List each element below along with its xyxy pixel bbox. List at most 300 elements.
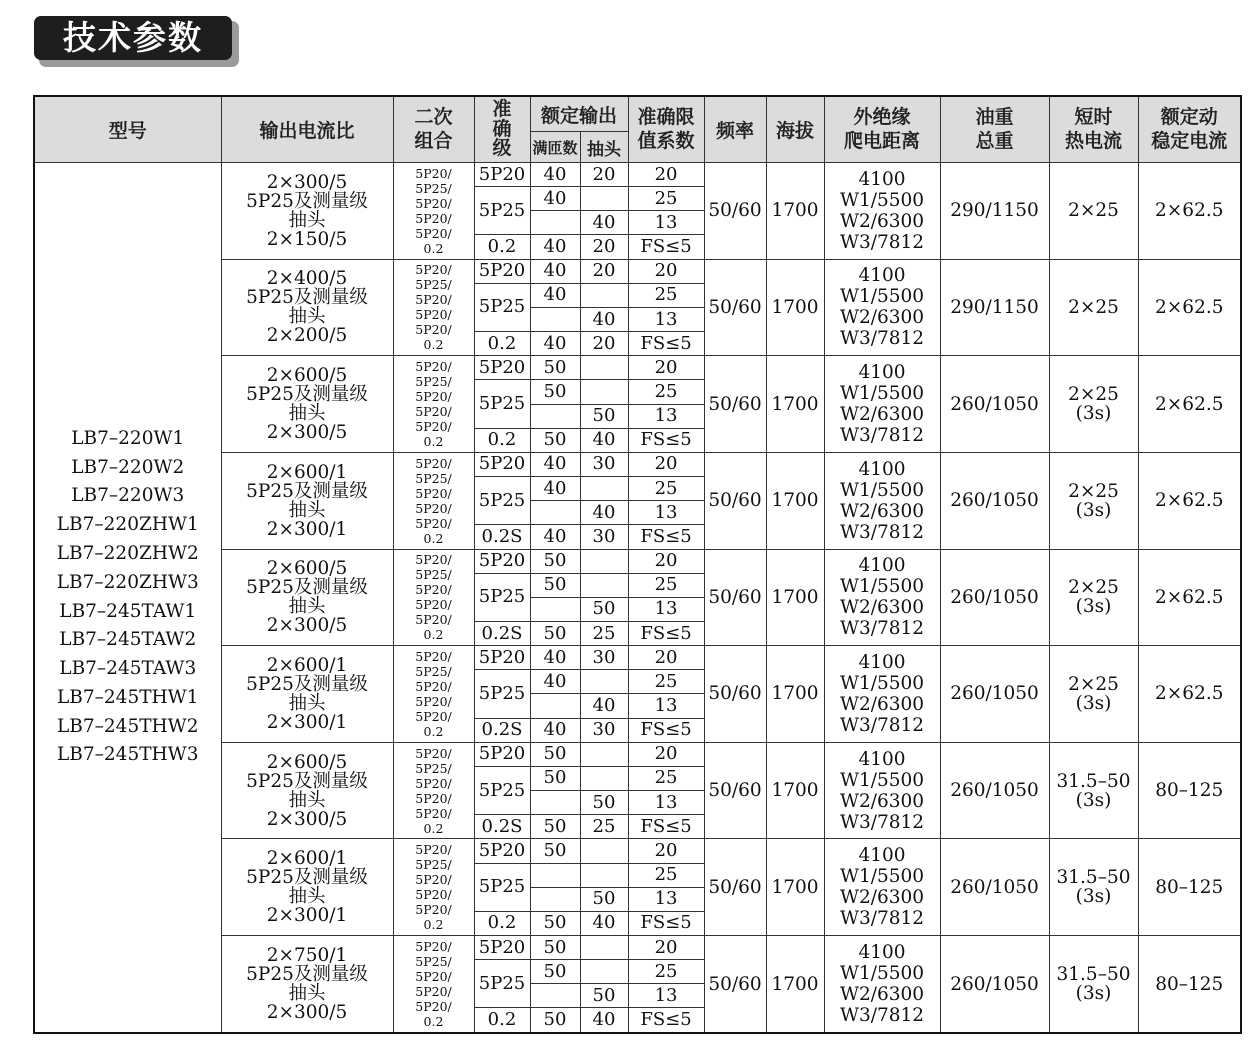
altitude-cell: 1700 — [766, 356, 824, 453]
full-turns-cell: 50 — [530, 549, 580, 573]
alf-cell: FS≤5 — [628, 525, 704, 549]
accuracy-cell: 5P20 — [474, 936, 530, 960]
ratio-line: 抽头 — [288, 886, 326, 908]
weight-cell: 290/1150 — [940, 163, 1049, 260]
weight-cell: 260/1050 — [940, 839, 1049, 936]
ratio-line: 2×300/1 — [266, 518, 348, 540]
altitude-cell: 1700 — [766, 936, 824, 1034]
combo-line: 5P20/ — [415, 455, 452, 471]
combo-line: 5P20/ — [415, 678, 452, 694]
ratio-line: 5P25及测量级 — [246, 577, 368, 599]
model-name: LB7–245TAW3 — [59, 658, 197, 680]
combo-line: 5P20/ — [415, 984, 452, 999]
combo-line: 5P20/ — [415, 969, 452, 984]
model-name: LB7–245THW3 — [57, 744, 199, 766]
header-tap: 抽头 — [580, 132, 628, 163]
ratio-cell — [221, 839, 393, 936]
combo-line: 5P20/ — [415, 887, 452, 903]
alf-cell: 13 — [628, 597, 704, 621]
tap-cell: 25 — [580, 621, 628, 645]
tap-cell: 40 — [580, 211, 628, 235]
alf-cell: 25 — [628, 960, 704, 984]
accuracy-cell: 0.2 — [474, 332, 530, 356]
creepage-line: W3/7812 — [839, 231, 925, 253]
accuracy-cell: 0.2 — [474, 235, 530, 259]
frequency-cell: 50/60 — [704, 549, 766, 646]
full-turns-cell: 40 — [530, 718, 580, 742]
tap-cell: 40 — [580, 307, 628, 331]
section-title-badge — [34, 16, 236, 64]
frequency-cell: 50/60 — [704, 259, 766, 356]
combo-line: 0.2 — [423, 820, 444, 836]
weight-cell: 260/1050 — [940, 646, 1049, 743]
full-turns-cell — [530, 307, 580, 331]
creepage-line: W3/7812 — [839, 328, 925, 350]
spec-table — [33, 95, 1242, 1034]
creepage-line: W2/6300 — [839, 500, 925, 522]
header-accuracy — [474, 96, 530, 163]
full-turns-cell — [530, 863, 580, 887]
altitude-cell: 1700 — [766, 839, 824, 936]
alf-cell: 20 — [628, 452, 704, 476]
short-time-line: 31.5–50 — [1056, 867, 1131, 889]
model-name: LB7–245TAW1 — [59, 600, 197, 622]
model-name: LB7–220ZHW2 — [56, 542, 199, 564]
alf-cell: 20 — [628, 356, 704, 380]
creepage-line: W1/5500 — [839, 286, 925, 308]
creepage-line: W1/5500 — [839, 479, 925, 501]
combo-line: 5P20/ — [415, 902, 452, 918]
ratio-line: 2×600/1 — [266, 848, 348, 870]
weight-cell: 260/1050 — [940, 452, 1049, 549]
tap-cell — [580, 960, 628, 984]
model-name: LB7–220ZHW1 — [56, 514, 199, 536]
header-combo — [393, 96, 474, 163]
full-turns-cell: 40 — [530, 332, 580, 356]
short-time-line: (3s) — [1075, 499, 1112, 521]
ratio-line: 2×600/5 — [266, 558, 348, 580]
combo-line: 5P20/ — [415, 419, 452, 435]
ratio-cell — [221, 163, 393, 260]
full-turns-cell: 50 — [530, 839, 580, 863]
combo-line: 0.2 — [423, 1014, 444, 1029]
alf-cell: 25 — [628, 477, 704, 501]
accuracy-cell: 5P20 — [474, 163, 530, 187]
combo-cell — [393, 163, 474, 260]
full-turns-cell: 40 — [530, 452, 580, 476]
combo-line: 5P20/ — [415, 939, 452, 954]
creepage-line: W1/5500 — [839, 383, 925, 405]
combo-line: 5P20/ — [415, 790, 452, 806]
alf-cell: 20 — [628, 646, 704, 670]
tap-cell — [580, 187, 628, 211]
combo-line: 5P25/ — [415, 760, 452, 776]
creepage-line: W3/7812 — [839, 618, 925, 640]
creepage-line: W3/7812 — [839, 714, 925, 736]
ratio-cell — [221, 356, 393, 453]
tap-cell — [580, 573, 628, 597]
full-turns-cell: 50 — [530, 815, 580, 839]
combo-line: 0.2 — [423, 434, 444, 450]
creepage-line: W3/7812 — [839, 908, 925, 930]
short-time-cell — [1049, 549, 1138, 646]
accuracy-cell: 5P25 — [474, 573, 530, 621]
tap-cell: 20 — [580, 235, 628, 259]
alf-cell: 20 — [628, 839, 704, 863]
combo-line: 5P25/ — [415, 954, 452, 969]
ratio-cell — [221, 259, 393, 356]
model-name: LB7–245THW1 — [57, 686, 199, 708]
creepage-line: 4100 — [858, 555, 906, 577]
ratio-line: 2×300/5 — [266, 1002, 348, 1023]
header-alf-line: 值系数 — [637, 129, 695, 152]
combo-line: 5P20/ — [415, 693, 452, 709]
combo-line: 5P25/ — [415, 277, 452, 293]
frequency-cell: 50/60 — [704, 839, 766, 936]
creepage-line: 4100 — [858, 748, 906, 770]
creepage-line: W2/6300 — [839, 693, 925, 715]
short-time-line: 2×25 — [1068, 200, 1119, 222]
tap-cell: 50 — [580, 984, 628, 1008]
creepage-line: W1/5500 — [839, 189, 925, 211]
alf-cell: 25 — [628, 863, 704, 887]
tap-cell: 50 — [580, 887, 628, 911]
tap-cell: 20 — [580, 163, 628, 187]
creepage-line: 4100 — [858, 168, 906, 190]
short-time-cell — [1049, 646, 1138, 743]
tap-cell: 50 — [580, 404, 628, 428]
combo-line: 5P20/ — [415, 515, 452, 531]
combo-line: 5P25/ — [415, 663, 452, 679]
tap-cell — [580, 283, 628, 307]
ratio-line: 2×300/1 — [266, 711, 348, 733]
creepage-cell — [824, 356, 940, 453]
alf-cell: 13 — [628, 307, 704, 331]
tap-cell: 30 — [580, 718, 628, 742]
header-frequency: 频率 — [704, 96, 766, 163]
header-creepage — [824, 96, 940, 163]
header-oil-weight — [940, 96, 1049, 163]
accuracy-cell: 0.2S — [474, 718, 530, 742]
creepage-line: W2/6300 — [839, 307, 925, 329]
section-title: 技术参数 — [34, 16, 232, 60]
full-turns-cell: 50 — [530, 356, 580, 380]
tap-cell: 40 — [580, 501, 628, 525]
header-ratio: 输出电流比 — [221, 96, 393, 163]
alf-cell: 13 — [628, 211, 704, 235]
creepage-line: W2/6300 — [839, 597, 925, 619]
tap-cell — [580, 936, 628, 960]
short-time-line: (3s) — [1075, 886, 1112, 908]
combo-line: 5P20/ — [415, 322, 452, 338]
ratio-line: 抽头 — [288, 403, 326, 425]
short-time-line: 2×25 — [1068, 673, 1119, 695]
short-time-cell — [1049, 839, 1138, 936]
ratio-line: 5P25及测量级 — [246, 480, 368, 502]
full-turns-cell: 40 — [530, 477, 580, 501]
tap-cell — [580, 477, 628, 501]
full-turns-cell: 50 — [530, 1008, 580, 1033]
creepage-cell — [824, 259, 940, 356]
tap-cell: 50 — [580, 791, 628, 815]
header-combo-line: 二次 — [414, 105, 453, 128]
ratio-line: 2×150/5 — [266, 228, 348, 250]
accuracy-cell: 5P20 — [474, 259, 530, 283]
combo-cell — [393, 259, 474, 356]
model-name: LB7–220W2 — [71, 456, 185, 478]
table-body — [34, 163, 1241, 1034]
ratio-line: 2×300/1 — [266, 905, 348, 927]
creepage-cell — [824, 452, 940, 549]
weight-cell: 290/1150 — [940, 259, 1049, 356]
alf-cell: 20 — [628, 742, 704, 766]
tap-cell: 50 — [580, 597, 628, 621]
tap-cell — [580, 839, 628, 863]
ratio-line: 2×600/5 — [266, 365, 348, 387]
ratio-line: 2×300/5 — [266, 808, 348, 830]
model-name: LB7–245TAW2 — [59, 629, 197, 651]
combo-cell — [393, 936, 474, 1034]
creepage-cell — [824, 549, 940, 646]
dynamic-cell: 2×62.5 — [1138, 646, 1241, 743]
short-time-cell — [1049, 356, 1138, 453]
model-name: LB7–245THW2 — [57, 715, 199, 737]
full-turns-cell — [530, 887, 580, 911]
combo-line: 5P20/ — [415, 745, 452, 761]
full-turns-cell — [530, 791, 580, 815]
creepage-line: W1/5500 — [839, 576, 925, 598]
combo-line: 5P20/ — [415, 872, 452, 888]
creepage-line: W3/7812 — [839, 425, 925, 447]
creepage-line: 4100 — [858, 845, 906, 867]
ratio-line: 2×750/1 — [266, 945, 348, 966]
accuracy-cell: 5P25 — [474, 187, 530, 235]
short-time-line: (3s) — [1075, 983, 1112, 1004]
ratio-cell — [221, 646, 393, 743]
full-turns-cell — [530, 501, 580, 525]
tap-cell: 25 — [580, 815, 628, 839]
short-time-line: 2×25 — [1068, 384, 1119, 406]
short-time-line: 2×25 — [1068, 296, 1119, 318]
alf-cell: 25 — [628, 380, 704, 404]
creepage-line: 4100 — [858, 362, 906, 384]
header-model: 型号 — [34, 96, 221, 163]
combo-line: 5P20/ — [415, 485, 452, 501]
combo-line: 5P25/ — [415, 470, 452, 486]
combo-line: 5P20/ — [415, 225, 452, 241]
combo-line: 5P20/ — [415, 404, 452, 420]
alf-cell: FS≤5 — [628, 718, 704, 742]
combo-line: 5P20/ — [415, 805, 452, 821]
ratio-line: 抽头 — [288, 209, 326, 231]
full-turns-cell: 40 — [530, 235, 580, 259]
short-time-line: 2×25 — [1068, 577, 1119, 599]
model-name: LB7–220W3 — [71, 485, 185, 507]
full-turns-cell — [530, 211, 580, 235]
full-turns-cell: 50 — [530, 960, 580, 984]
combo-line: 5P20/ — [415, 292, 452, 308]
creepage-line: W1/5500 — [839, 769, 925, 791]
frequency-cell: 50/60 — [704, 646, 766, 743]
creepage-line: 4100 — [858, 942, 906, 963]
short-time-line: (3s) — [1075, 403, 1112, 425]
combo-line: 5P20/ — [415, 307, 452, 323]
accuracy-cell: 5P25 — [474, 380, 530, 428]
full-turns-cell — [530, 597, 580, 621]
frequency-cell: 50/60 — [704, 163, 766, 260]
combo-cell — [393, 452, 474, 549]
tap-cell — [580, 766, 628, 790]
weight-cell: 260/1050 — [940, 549, 1049, 646]
creepage-line: W2/6300 — [839, 887, 925, 909]
ratio-line: 5P25及测量级 — [246, 770, 368, 792]
accuracy-cell: 0.2S — [474, 621, 530, 645]
combo-line: 5P25/ — [415, 857, 452, 873]
combo-cell — [393, 839, 474, 936]
accuracy-cell: 5P25 — [474, 670, 530, 718]
tap-cell — [580, 863, 628, 887]
ratio-line: 抽头 — [288, 789, 326, 811]
creepage-line: W2/6300 — [839, 790, 925, 812]
header-accuracy-line: 确 — [492, 117, 512, 140]
combo-line: 0.2 — [423, 337, 444, 353]
accuracy-cell: 0.2S — [474, 815, 530, 839]
accuracy-cell: 5P25 — [474, 960, 530, 1008]
ratio-line: 5P25及测量级 — [246, 673, 368, 695]
ratio-line: 2×300/5 — [266, 171, 348, 193]
combo-line: 0.2 — [423, 530, 444, 546]
altitude-cell: 1700 — [766, 452, 824, 549]
dynamic-cell: 2×62.5 — [1138, 163, 1241, 260]
full-turns-cell: 50 — [530, 766, 580, 790]
model-name: LB7–220W1 — [71, 427, 185, 449]
short-time-line: (3s) — [1075, 596, 1112, 618]
short-time-line: 2×25 — [1068, 480, 1119, 502]
combo-cell — [393, 742, 474, 839]
creepage-cell — [824, 163, 940, 260]
alf-cell: FS≤5 — [628, 911, 704, 935]
accuracy-cell: 5P25 — [474, 477, 530, 525]
weight-cell: 260/1050 — [940, 742, 1049, 839]
combo-line: 5P20/ — [415, 195, 452, 211]
alf-cell: 13 — [628, 791, 704, 815]
ratio-line: 2×200/5 — [266, 325, 348, 347]
alf-cell: FS≤5 — [628, 428, 704, 452]
ratio-line: 2×400/5 — [266, 268, 348, 290]
accuracy-cell: 5P25 — [474, 863, 530, 911]
combo-line: 5P25/ — [415, 374, 452, 390]
header-row-1 — [34, 96, 1241, 132]
combo-line: 5P20/ — [415, 262, 452, 278]
combo-line: 5P20/ — [415, 612, 452, 628]
header-short-time-line: 热电流 — [1065, 129, 1123, 152]
header-oil-weight-line: 总重 — [975, 129, 1014, 152]
header-dynamic-line: 稳定电流 — [1151, 129, 1228, 152]
full-turns-cell: 50 — [530, 742, 580, 766]
combo-line: 5P25/ — [415, 180, 452, 196]
accuracy-cell: 5P20 — [474, 549, 530, 573]
short-time-line: (3s) — [1075, 789, 1112, 811]
ratio-line: 抽头 — [288, 306, 326, 328]
tap-cell — [580, 356, 628, 380]
accuracy-cell: 5P20 — [474, 646, 530, 670]
dynamic-cell: 2×62.5 — [1138, 356, 1241, 453]
tap-cell: 20 — [580, 332, 628, 356]
frequency-cell: 50/60 — [704, 936, 766, 1034]
full-turns-cell: 40 — [530, 259, 580, 283]
creepage-line: W1/5500 — [839, 963, 925, 984]
header-rated-output: 额定输出 — [530, 96, 628, 132]
header-oil-weight-line: 油重 — [975, 105, 1014, 128]
creepage-cell — [824, 646, 940, 743]
full-turns-cell: 40 — [530, 646, 580, 670]
weight-cell: 260/1050 — [940, 936, 1049, 1034]
combo-line: 5P20/ — [415, 842, 452, 858]
header-alf — [628, 96, 704, 163]
full-turns-cell: 50 — [530, 936, 580, 960]
full-turns-cell — [530, 404, 580, 428]
ratio-line: 2×300/5 — [266, 615, 348, 637]
dynamic-cell: 2×62.5 — [1138, 549, 1241, 646]
ratio-cell — [221, 742, 393, 839]
alf-cell: 25 — [628, 283, 704, 307]
short-time-line: (3s) — [1075, 692, 1112, 714]
alf-cell: FS≤5 — [628, 332, 704, 356]
creepage-line: W1/5500 — [839, 866, 925, 888]
tap-cell: 40 — [580, 694, 628, 718]
combo-line: 0.2 — [423, 627, 444, 643]
tap-cell — [580, 380, 628, 404]
full-turns-cell: 50 — [530, 621, 580, 645]
ratio-line: 5P25及测量级 — [246, 964, 368, 985]
combo-line: 0.2 — [423, 723, 444, 739]
ratio-line: 抽头 — [288, 499, 326, 521]
combo-line: 0.2 — [423, 917, 444, 933]
tap-cell — [580, 549, 628, 573]
combo-line: 5P20/ — [415, 999, 452, 1014]
combo-cell — [393, 549, 474, 646]
header-creepage-line: 爬电距离 — [844, 129, 921, 152]
weight-cell: 260/1050 — [940, 356, 1049, 453]
tap-cell: 40 — [580, 428, 628, 452]
header-dynamic-line: 额定动 — [1160, 105, 1218, 128]
full-turns-cell — [530, 694, 580, 718]
ratio-line: 5P25及测量级 — [246, 867, 368, 889]
creepage-line: W3/7812 — [839, 1005, 925, 1026]
tap-cell: 40 — [580, 911, 628, 935]
alf-cell: FS≤5 — [628, 1008, 704, 1033]
alf-cell: 25 — [628, 766, 704, 790]
alf-cell: 20 — [628, 936, 704, 960]
creepage-cell — [824, 936, 940, 1034]
ratio-line: 2×600/1 — [266, 461, 348, 483]
creepage-line: W3/7812 — [839, 521, 925, 543]
header-short-time-line: 短时 — [1074, 105, 1113, 128]
creepage-line: 4100 — [858, 651, 906, 673]
tap-cell: 30 — [580, 452, 628, 476]
table-row — [34, 163, 1241, 187]
short-time-cell — [1049, 259, 1138, 356]
creepage-line: W3/7812 — [839, 811, 925, 833]
accuracy-cell: 5P25 — [474, 283, 530, 331]
model-name: LB7–220ZHW3 — [56, 571, 199, 593]
tap-cell: 30 — [580, 525, 628, 549]
creepage-cell — [824, 839, 940, 936]
frequency-cell: 50/60 — [704, 356, 766, 453]
alf-cell: 20 — [628, 259, 704, 283]
combo-line: 5P20/ — [415, 597, 452, 613]
ratio-cell — [221, 452, 393, 549]
